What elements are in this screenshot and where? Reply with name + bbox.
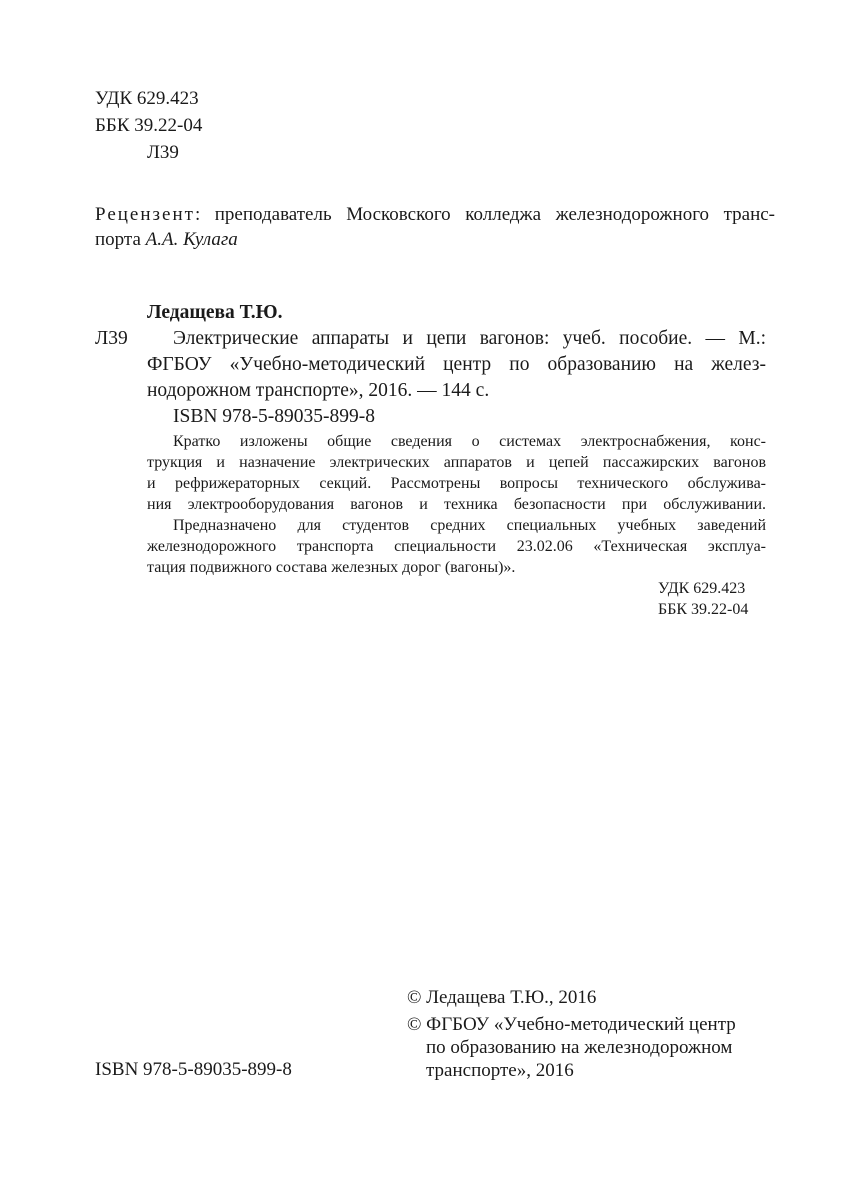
copyright-org-line-2: по образованию на железнодорожном — [426, 1037, 733, 1058]
annotation-line-5: Предназначено для студентов средних специальных учебных заведений — [173, 517, 766, 534]
bib-line-2: ФГБОУ «Учебно-методический центр по образованию на желез- — [147, 354, 766, 375]
annotation-line-3: и рефрижераторных секций. Рассмотрены вопросы технического обслужива- — [147, 475, 766, 492]
footer-isbn: ISBN 978-5-89035-899-8 — [95, 1059, 292, 1080]
bib-author-name: Ледащева Т.Ю. — [147, 302, 283, 323]
reviewer-line-1 — [95, 202, 775, 228]
copyright-org-line-3: транспорте», 2016 — [426, 1060, 574, 1081]
annotation-bbk: ББК 39.22-04 — [658, 601, 749, 618]
reviewer-text: : преподаватель Московского колледжа железнодорожного транс- — [194, 204, 775, 225]
bib-code: Л39 — [95, 328, 128, 349]
annotation-line-7: тация подвижного состава железных дорог (вагоны)». — [147, 559, 516, 576]
author-mark: Л39 — [147, 142, 179, 163]
reviewer-name: А.А. Кулага — [145, 229, 238, 250]
reviewer-label: Рецензент — [95, 204, 195, 225]
annotation-line-6: железнодорожного транспорта специальности 23.02.06 «Техническая эксплуа- — [147, 538, 766, 555]
annotation-line-2: трукция и назначение электрических аппаратов и цепей пассажирских вагонов — [147, 454, 766, 471]
bib-line-3: нодорожном транспорте», 2016. — 144 с. — [147, 380, 490, 401]
udk-code: УДК 629.423 — [95, 88, 199, 109]
bib-isbn: ISBN 978-5-89035-899-8 — [173, 406, 376, 427]
bbk-code: ББК 39.22-04 — [95, 115, 203, 136]
annotation-line-1: Кратко изложены общие сведения о системах электроснабжения, конс- — [173, 433, 766, 450]
reviewer-line-2 — [95, 227, 775, 253]
copyright-author: © Ледащева Т.Ю., 2016 — [407, 987, 597, 1008]
annotation-udk: УДК 629.423 — [658, 580, 746, 597]
copyright-org-line-1: © ФГБОУ «Учебно-методический центр — [407, 1014, 736, 1035]
bib-author — [147, 300, 282, 326]
annotation-line-4: ния электрооборудования вагонов и техника безопасности при обслуживании. — [147, 496, 766, 513]
reviewer-text-2: порта — [95, 229, 146, 250]
bib-line-1: Электрические аппараты и цепи вагонов: учеб. пособие. — М.: — [173, 328, 766, 349]
